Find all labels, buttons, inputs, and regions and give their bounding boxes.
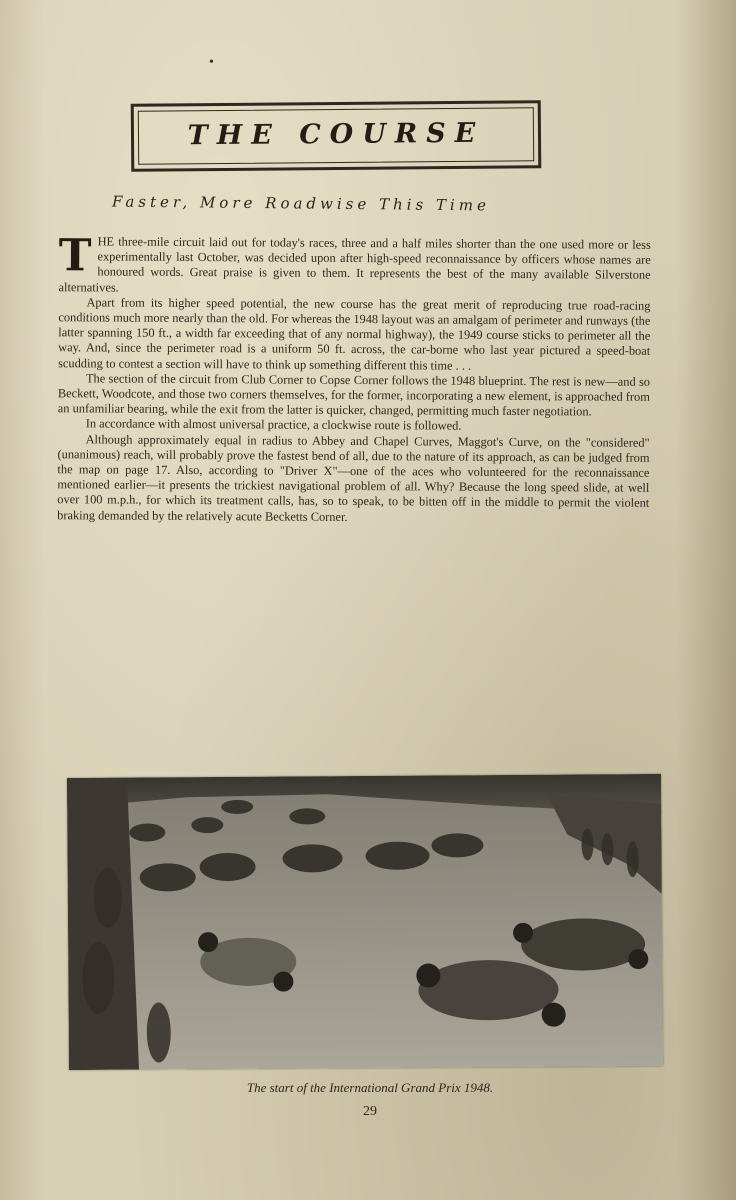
photo-caption: The start of the International Grand Prix 1948.: [246, 1080, 494, 1095]
race-start-image: [67, 774, 663, 1070]
article-body: [57, 230, 651, 526]
page-subtitle: Faster, More Roadwise This Time: [111, 192, 490, 215]
drop-cap: T: [58, 230, 92, 282]
page-mark: •: [209, 55, 214, 70]
page-number: 29: [363, 1104, 377, 1119]
title-frame: [131, 100, 542, 172]
article-paragraph: In accordance with almost universal practice, a clockwise route is followed.: [85, 416, 462, 434]
article-paragraph: The section of the circuit from Club Corner to Copse Corner follows the 1948 blueprint. The rest is new—and so Beckett, Woodcote, and those two corners themselves, for the former, incorporating a new element, is approached from an unfamiliar bearing, while the exit from the latter is quicker, changed, permitting much faster negotiation.: [57, 371, 651, 419]
article-paragraph: HE three-mile circuit laid out for today's races, three and a half miles shorter than the one used more or less experimentally last October, was decided upon after high-speed reconnaissance by officers whose names are honoured words. Great praise is given to them. It represents the best of the many available Silverstone alternatives.: [58, 234, 651, 295]
article-paragraph: Apart from its higher speed potential, the new course has the great merit of reproducing true road-racing conditions much more nearly than the old. For whereas the 1948 layout was an amalgam of perimeter and runways (the latter spanning 150 ft., a width far exceeding that of any normal highway), the 1949 course sticks to perimeter all the way. And, since the perimeter road is a uniform 50 ft. across, the car-borne who last year pictured a speed-boat scudding to contest a section will have to think up something different this time . . .: [58, 295, 651, 373]
race-start-photo: [67, 774, 663, 1070]
article-paragraph: Although approximately equal in radius to Abbey and Chapel Curves, Maggot's Curve, on the "considered" (unanimous) reach, will probably prove the fastest bend of all, due to the nature of its approach, as can be judged from the map on page 17. Also, according to "Driver X"—one of the aces who volunteered for the reconnaissance mentioned earlier—it presents the trickiest navigational problem of all. Why? Because the long speed slide, at well over 100 m.p.h., for which its treatment calls, has, so to speak, to be bitten off in the middle to permit the violent braking demanded by the relatively acute Becketts Corner.: [57, 432, 650, 524]
page-title: THE COURSE: [187, 117, 485, 152]
